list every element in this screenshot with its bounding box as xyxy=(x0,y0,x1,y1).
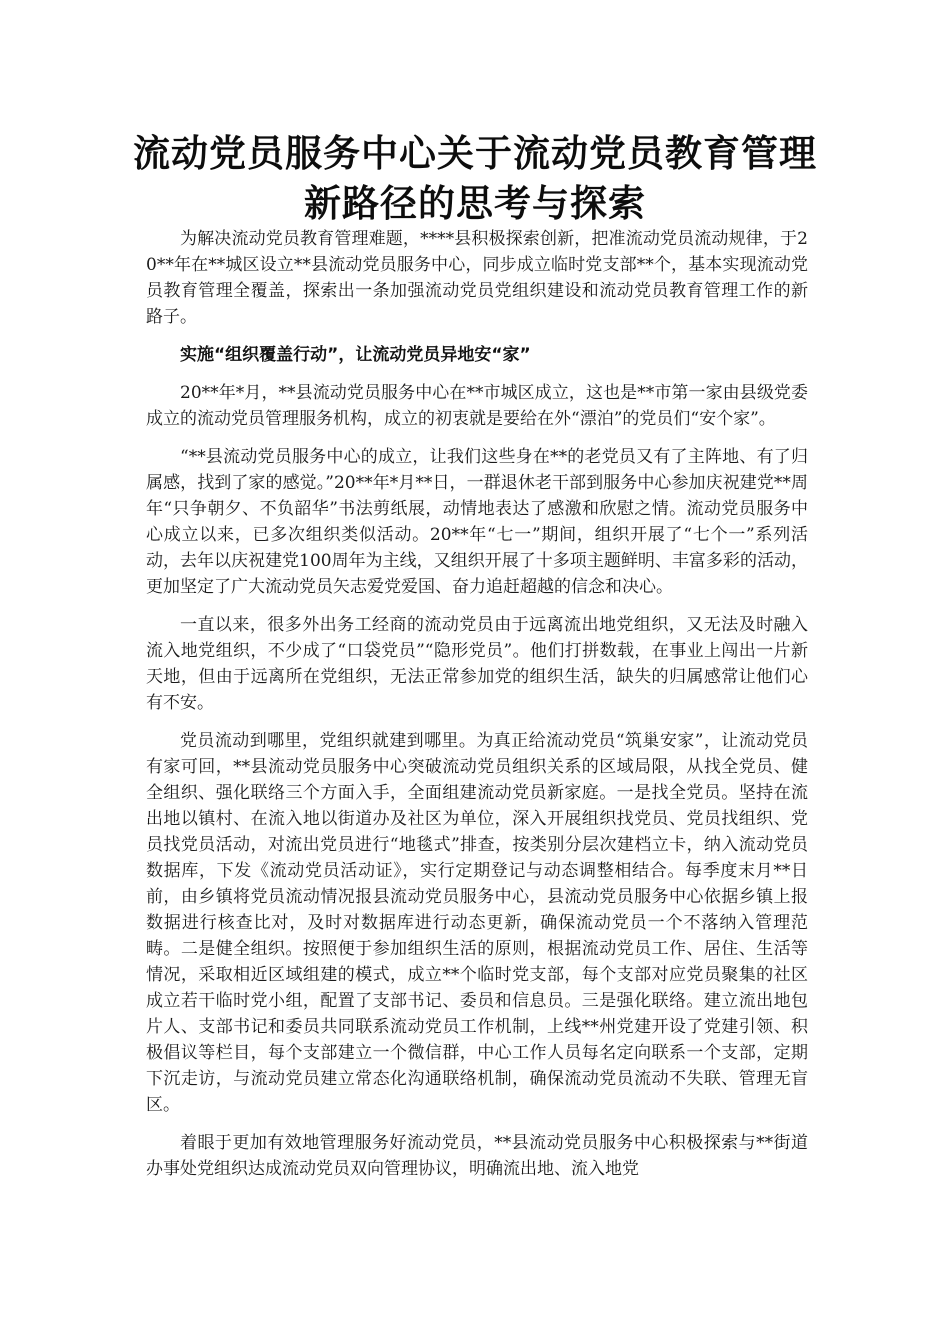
body-paragraph: 20**年*月，**县流动党员服务中心在**市城区成立，这也是**市第一家由县级党委成立的流动党员管理服务机构，成立的初衷就是要给在外“漂泊”的党员们“安个家”。 xyxy=(146,383,808,429)
section-heading: 实施“组织覆盖行动”，让流动党员异地安“家” xyxy=(180,345,531,365)
title-line-2: 新路径的思考与探索 xyxy=(304,181,646,225)
title-line-1: 流动党员服务中心关于流动党员教育管理 xyxy=(133,131,817,175)
body-paragraph: “**县流动党员服务中心的成立，让我们这些身在**的老党员又有了主阵地、有了归属感，找到了家的感觉。”20**年*月**日，一群退休老干部到服务中心参加庆祝建党**周年“只争朝夕、不负韶华”书法剪纸展，动情地表达了感激和欣慰之情。流动党员服务中心成立以来，已多次组织类似活动。20**年“七一”期间，组织开展了“七个一”系列活动，去年以庆祝建党100周年为主线，又组织开展了十多项主题鲜明、丰富多彩的活动，更加坚定了广大流动党员矢志爱党爱国、奋力追赶超越的信念和决心。 xyxy=(146,447,808,597)
body-paragraph: 着眼于更加有效地管理服务好流动党员，**县流动党员服务中心积极探索与**街道办事处党组织达成流动党员双向管理协议，明确流出地、流入地党 xyxy=(146,1133,808,1179)
body-paragraph: 一直以来，很多外出务工经商的流动党员由于远离流出地党组织，又无法及时融入流入地党组织，不少成了“口袋党员”“隐形党员”。他们打拼数载，在事业上闯出一片新天地，但由于远离所在党组织，无法正常参加党的组织生活，缺失的归属感常让他们心有不安。 xyxy=(146,615,808,713)
body-paragraph: 党员流动到哪里，党组织就建到哪里。为真正给流动党员“筑巢安家”，让流动党员有家可回，**县流动党员服务中心突破流动党员组织关系的区域局限，从找全党员、健全组织、强化联络三个方面入手，全面组建流动党员新家庭。一是找全党员。坚持在流出地以镇村、在流入地以街道办及社区为单位，深入开展组织找党员、党员找组织、党员找党员活动，对流出党员进行“地毯式”排查，按类别分层次建档立卡，纳入流动党员数据库，下发《流动党员活动证》，实行定期登记与动态调整相结合。每季度末月**日前，由乡镇将党员流动情况报县流动党员服务中心，县流动党员服务中心依据乡镇上报数据进行核查比对，及时对数据库进行动态更新，确保流动党员一个不落纳入管理范畴。二是健全组织。按照便于参加组织生活的原则，根据流动党员工作、居住、生活等情况，采取相近区域组建的模式，成立**个临时党支部，每个支部对应党员聚集的社区成立若干临时党小组，配置了支部书记、委员和信息员。三是强化联络。建立流出地包片人、支部书记和委员共同联系流动党员工作机制，上线**州党建开设了党建引领、积极倡议等栏目，每个支部建立一个微信群，中心工作人员每名定向联系一个支部，定期下沉走访，与流动党员建立常态化沟通联络机制，确保流动党员流动不失联、管理无盲区。 xyxy=(146,731,808,1115)
document-body xyxy=(146,226,808,1194)
intro-paragraph: 为解决流动党员教育管理难题，****县积极探索创新，把准流动党员流动规律，于20**年在**城区设立**县流动党员服务中心，同步成立临时党支部**个，基本实现流动党员教育管理全覆盖，探索出一条加强流动党员党组织建设和流动党员教育管理工作的新路子。 xyxy=(146,229,808,327)
document-title xyxy=(120,128,830,228)
